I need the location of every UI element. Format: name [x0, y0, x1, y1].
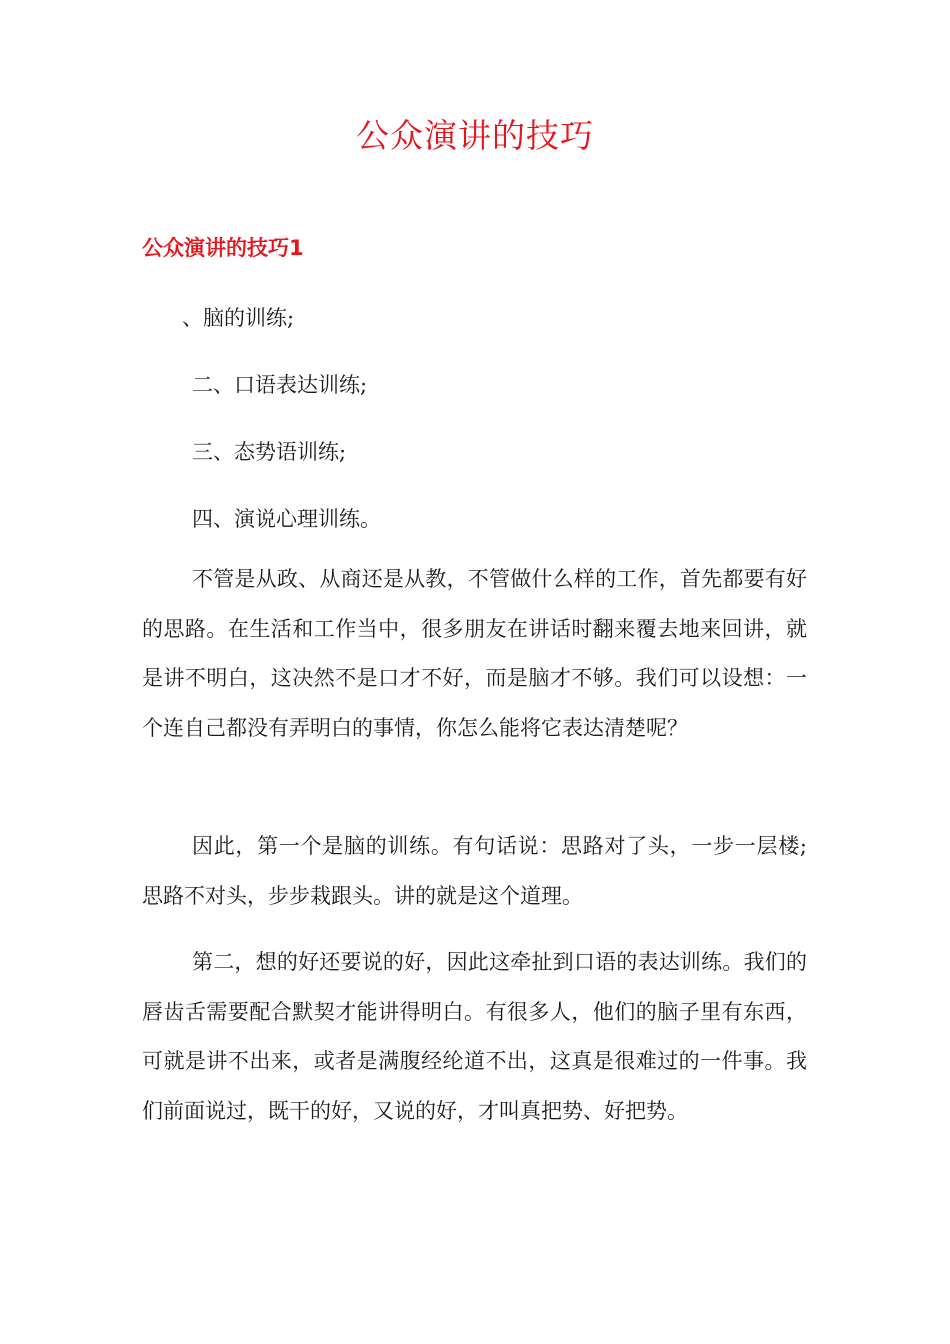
list-item: 三、态势语训练;	[192, 440, 347, 464]
paragraph: 不管是从政、从商还是从教，不管做什么样的工作，首先都要有好的思路。在生活和工作当中，很多朋友在讲话时翻来覆去地来回讲，就是讲不明白，这决然不是口才不好，而是脑才不够。我们可以设想：一个连自己都没有弄明白的事情，你怎么能将它表达清楚呢？	[142, 567, 807, 740]
paragraph: 因此，第一个是脑的训练。有句话说：思路对了头，一步一层楼;思路不对头，步步栽跟头。讲的就是这个道理。	[142, 834, 807, 908]
section-heading: 公众演讲的技巧1	[142, 236, 304, 260]
list-item: 、脑的训练;	[142, 306, 295, 330]
list-item: 二、口语表达训练;	[192, 373, 368, 397]
list-item: 四、演说心理训练。	[192, 507, 381, 531]
document-title: 公众演讲的技巧	[356, 116, 594, 155]
paragraph: 第二，想的好还要说的好，因此这牵扯到口语的表达训练。我们的唇齿舌需要配合默契才能讲得明白。有很多人，他们的脑子里有东西，可就是讲不出来，或者是满腹经纶道不出，这真是很难过的一件事。我们前面说过，既干的好，又说的好，才叫真把势、好把势。	[142, 950, 807, 1123]
